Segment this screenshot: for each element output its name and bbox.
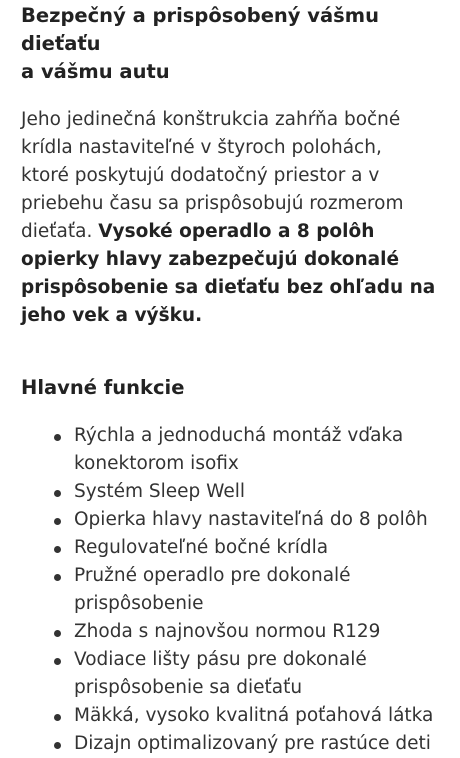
list-item: Mäkká, vysoko kvalitná poťahová látka [74, 702, 444, 730]
description-highlight: opierky hlavy zabezpečujú dokonalé [21, 249, 400, 270]
bullet-icon [54, 658, 61, 665]
list-item: Dizajn optimalizovaný pre rastúce deti [74, 730, 444, 758]
description-line: Jeho jedinečná konštrukcia zahŕňa bočné [21, 109, 401, 130]
bullet-icon [54, 546, 61, 553]
description-line: ktoré poskytujú dodatočný priestor a v [21, 165, 380, 186]
features-heading: Hlavné funkcie [21, 376, 185, 399]
bullet-icon [54, 518, 61, 525]
description-line: krídla nastaviteľné v štyroch polohách, [21, 137, 382, 158]
bullet-icon [54, 574, 61, 581]
features-list [21, 422, 444, 758]
description-highlight: jeho vek a výšku. [21, 305, 203, 326]
section-title [21, 2, 444, 86]
description-highlight: Vysoké operadlo a 8 polôh [98, 221, 375, 242]
list-item: Regulovateľné bočné krídla [74, 534, 444, 562]
list-item: Systém Sleep Well [74, 478, 444, 506]
section-title-line2: a vášmu autu [21, 60, 170, 83]
section-title-line1: Bezpečný a prispôsobený vášmu dieťaťu [21, 4, 379, 55]
description-highlight: prispôsobenie sa dieťaťu bez ohľadu na [21, 277, 436, 298]
list-item: Vodiace lišty pásu pre dokonalé prispôsobenie sa dieťaťu [74, 646, 444, 702]
list-item: Rýchla a jednoduchá montáž vďaka konektorom isofix [74, 422, 444, 478]
list-item: Zhoda s najnovšou normou R129 [74, 618, 444, 646]
bullet-icon [54, 742, 61, 749]
description-line: priebehu času sa prispôsobujú rozmerom [21, 193, 404, 214]
list-item: Opierka hlavy nastaviteľná do 8 polôh [74, 506, 444, 534]
list-item: Pružné operadlo pre dokonalé prispôsobenie [74, 562, 444, 618]
bullet-icon [54, 630, 61, 637]
description-paragraph [21, 106, 444, 330]
bullet-icon [54, 490, 61, 497]
description-line: dieťaťa. [21, 221, 99, 242]
bullet-icon [54, 434, 61, 441]
bullet-icon [54, 714, 61, 721]
